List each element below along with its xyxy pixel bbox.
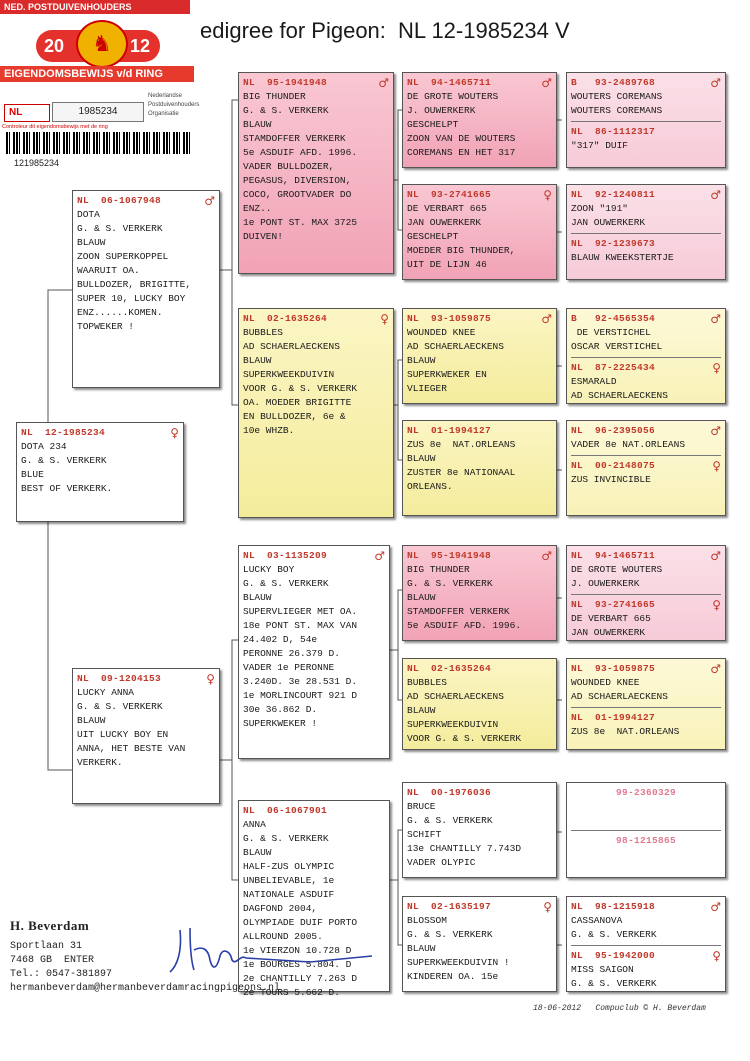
card-header <box>571 899 721 914</box>
pedigree-card-ff[interactable] <box>238 72 394 274</box>
card-line: BLAUW KWEEKSTERTJE <box>571 252 674 263</box>
pedigree-card-father[interactable] <box>72 190 220 388</box>
pedigree-card-fff[interactable] <box>402 72 557 168</box>
card-subsection <box>571 455 721 487</box>
card-header <box>571 833 721 848</box>
barcode-number: 121985234 <box>14 158 60 168</box>
stamp-year-right: 12 <box>129 36 150 56</box>
stamp-side-line: Postduivenhouders <box>148 102 200 108</box>
card-line: DE GROTE WOUTERS <box>571 564 663 575</box>
card-header <box>571 75 721 90</box>
card-line: LUCKY ANNA <box>77 687 135 698</box>
sex-symbol-icon: ♀ <box>712 360 721 375</box>
card-header <box>571 597 721 612</box>
owner-email[interactable]: hermanbeverdam@hermanbeverdamracingpigeons.nl <box>10 983 281 994</box>
owner-line: Sportlaan 31 <box>10 941 83 952</box>
card-line: ORLEANS. <box>407 481 453 492</box>
card-line: UIT DE LIJN 46 <box>407 259 487 270</box>
card-line: COREMANS EN HET 317 <box>407 147 516 158</box>
pedigree-card-mmm[interactable] <box>402 896 557 992</box>
card-line: GESCHELPT <box>407 119 459 130</box>
pedigree-card-g7[interactable] <box>566 782 726 878</box>
sex-symbol-icon: ♂ <box>710 548 721 563</box>
card-line: 2e CHANTILLY 7.263 D <box>243 973 358 984</box>
card-line: VERKERK. <box>77 757 123 768</box>
card-line: 1e MORLINCOURT 921 D <box>243 690 358 701</box>
card-line: MISS SAIGON <box>571 964 634 975</box>
card-line: 1e PONT ST. MAX 3725 <box>243 217 358 228</box>
card-line: NATIONALE ASDUIF <box>243 889 335 900</box>
card-line: 18e PONT ST. MAX VAN <box>243 620 358 631</box>
card-header <box>571 360 721 375</box>
card-line: DE VERSTICHEL <box>571 327 651 338</box>
pedigree-card-g6[interactable] <box>566 658 726 750</box>
card-header <box>407 311 552 326</box>
card-line: VLIEGER <box>407 383 447 394</box>
pedigree-card-mff[interactable] <box>402 545 557 641</box>
card-line: HALF-ZUS OLYMPIC <box>243 861 335 872</box>
card-line: UIT LUCKY BOY EN <box>77 729 169 740</box>
card-header <box>571 785 721 800</box>
card-line: BLAUW <box>243 592 272 603</box>
card-line: BLAUW <box>407 453 436 464</box>
sex-symbol-icon: ♂ <box>204 193 215 208</box>
sex-symbol-icon: ♂ <box>710 187 721 202</box>
sex-symbol-icon: ♂ <box>710 899 721 914</box>
card-header <box>407 423 552 438</box>
pedigree-card-g5[interactable] <box>566 545 726 641</box>
card-line: BRUCE <box>407 801 436 812</box>
card-line: WOUTERS COREMANS <box>571 105 663 116</box>
ring-number: NL 06-1067901 <box>243 804 328 816</box>
card-line: ENZ......KOMEN. <box>77 307 163 318</box>
card-line: BLAUW <box>77 715 106 726</box>
sex-symbol-icon: ♂ <box>541 548 552 563</box>
page-title <box>200 18 720 44</box>
card-header <box>571 311 721 326</box>
card-line: ZUS INVINCIBLE <box>571 474 651 485</box>
stamp-side-text <box>148 92 199 119</box>
card-line: UNBELIEVABLE, 1e <box>243 875 335 886</box>
ring-number: NL 02-1635264 <box>407 662 492 674</box>
card-line: BIG THUNDER <box>407 564 470 575</box>
card-line: AD SCHAERLAECKENS <box>571 390 668 401</box>
card-line: DE VERBART 665 <box>571 613 651 624</box>
pedigree-card-g3[interactable] <box>566 308 726 404</box>
card-line: 10e WHZB. <box>243 425 295 436</box>
ring-number: NL 01-1994127 <box>407 424 492 436</box>
card-header <box>243 75 389 90</box>
card-line: KINDEREN OA. 15e <box>407 971 499 982</box>
card-line: G. & S. VERKERK <box>571 978 657 989</box>
pedigree-card-fmm[interactable] <box>402 420 557 516</box>
ring-number: NL 98-1215918 <box>571 900 656 912</box>
card-line: J. OUWERKERK <box>407 105 476 116</box>
pedigree-card-mfm[interactable] <box>402 658 557 750</box>
ring-number: NL 02-1635264 <box>243 312 328 324</box>
sex-symbol-icon: ♀ <box>712 458 721 473</box>
card-header <box>243 311 389 326</box>
pedigree-card-ffm[interactable] <box>402 184 557 280</box>
card-line: G. & S. VERKERK <box>243 105 329 116</box>
card-line: JAN OUWERKERK <box>407 217 482 228</box>
card-line: OLYMPIADE DUIF PORTO <box>243 917 358 928</box>
sex-symbol-icon: ♂ <box>710 423 721 438</box>
card-subsection <box>571 945 721 991</box>
card-header <box>243 803 385 818</box>
ring-number: NL 93-2741665 <box>407 188 492 200</box>
card-line: BLAUW <box>77 237 106 248</box>
card-line: 1e BOURGES 5.804. D <box>243 959 352 970</box>
card-header <box>77 193 215 208</box>
card-subsection <box>571 233 721 265</box>
card-line: WAARUIT OA. <box>77 265 140 276</box>
card-header <box>407 548 552 563</box>
card-line: BLAUW <box>243 355 272 366</box>
ring-number: NL 94-1465711 <box>407 76 492 88</box>
pedigree-card-mf[interactable] <box>238 545 390 759</box>
owner-line: 7468 GB ENTER <box>10 955 95 966</box>
card-line: JAN OUWERKERK <box>571 217 646 228</box>
card-line: G. & S. VERKERK <box>21 455 107 466</box>
card-line: ALLROUND 2005. <box>243 931 323 942</box>
card-subsection <box>571 707 721 739</box>
ring-number: NL 01-1994127 <box>571 711 656 723</box>
barcode <box>6 132 190 154</box>
card-line: SCHIFT <box>407 829 442 840</box>
card-line: VADER OLYPIC <box>407 857 476 868</box>
card-line: WOUTERS COREMANS <box>571 91 663 102</box>
card-line: VADER 1e PERONNE <box>243 662 335 673</box>
stamp-side-line: Organisatie <box>148 111 179 117</box>
card-line: SUPERKWEEKDUIVIN <box>407 719 499 730</box>
card-line: BLAUW <box>243 119 272 130</box>
pedigree-card-mother[interactable] <box>72 668 220 804</box>
card-line: PEGASUS, DIVERSION, <box>243 175 352 186</box>
card-subsection <box>571 121 721 153</box>
sex-symbol-icon: ♂ <box>710 311 721 326</box>
card-header <box>571 548 721 563</box>
card-line: J. OUWERKERK <box>571 578 640 589</box>
card-line: SUPERKWEEKDUIVIN <box>243 369 335 380</box>
card-line: BIG THUNDER <box>243 91 306 102</box>
card-header <box>571 124 721 139</box>
lion-emblem-icon: ♞ <box>76 20 128 68</box>
stamp-org: NED. POSTDUIVENHOUDERS ORGANISATIE <box>0 0 190 14</box>
sex-symbol-icon: ♀ <box>712 948 721 963</box>
card-line: 13e CHANTILLY 7.743D <box>407 843 522 854</box>
pedigree-card-mmf[interactable] <box>402 782 557 878</box>
card-line: SUPER 10, LUCKY BOY <box>77 293 186 304</box>
card-line: LUCKY BOY <box>243 564 295 575</box>
ring-number: NL 06-1067948 <box>77 194 162 206</box>
pedigree-card-subject[interactable] <box>16 422 184 522</box>
card-line: VOOR G. & S. VERKERK <box>243 383 358 394</box>
card-line: 1e VIERZON 10.728 D <box>243 945 352 956</box>
card-line: 5e ASDUIF AFD. 1996. <box>243 147 358 158</box>
ring-number: NL 95-1941948 <box>407 549 492 561</box>
card-line: BUBBLES <box>243 327 283 338</box>
card-line: G. & S. VERKERK <box>407 578 493 589</box>
sex-symbol-icon: ♂ <box>541 75 552 90</box>
card-line: WOUNDED KNEE <box>407 327 476 338</box>
title-ring: NL 12-1985234 V <box>398 18 570 43</box>
stamp-year-left: 20 <box>44 36 65 56</box>
ring-ownership-stamp <box>0 0 198 170</box>
card-line: BLOSSOM <box>407 915 447 926</box>
ring-number: NL 93-1059875 <box>407 312 492 324</box>
ring-number: NL 95-1941948 <box>243 76 328 88</box>
card-header <box>571 458 721 473</box>
card-line: ANNA, HET BESTE VAN <box>77 743 186 754</box>
card-line: 24.402 D, 54e <box>243 634 318 645</box>
ring-number: NL 95-1942000 <box>571 949 656 961</box>
card-line: G. & S. VERKERK <box>243 833 329 844</box>
card-line: SUPERKWEKER EN <box>407 369 487 380</box>
stamp-control-text: Controleur dit eigendomsbewijs met de ring <box>2 124 108 130</box>
card-line: OA. MOEDER BRIGITTE <box>243 397 352 408</box>
card-line: ESMARALD <box>571 376 617 387</box>
card-line: VADER BULLDOZER, <box>243 161 335 172</box>
ring-number: NL 87-2225434 <box>571 361 656 373</box>
card-line: G. & S. VERKERK <box>571 929 657 940</box>
card-header <box>243 548 385 563</box>
card-line: BULLDOZER, BRIGITTE, <box>77 279 192 290</box>
card-header <box>21 425 179 440</box>
ring-number: NL 93-2741665 <box>571 598 656 610</box>
card-subsection <box>571 357 721 403</box>
card-line: ANNA <box>243 819 266 830</box>
sex-symbol-icon: ♂ <box>378 75 389 90</box>
card-header <box>407 661 552 676</box>
card-line: BLAUW <box>407 592 436 603</box>
ring-number: NL 02-1635197 <box>407 900 492 912</box>
ring-number: NL 00-1976036 <box>407 786 492 798</box>
card-line: 2e TOURS 5.662 D. <box>243 987 340 998</box>
card-line: PERONNE 26.379 D. <box>243 648 340 659</box>
card-line: MOEDER BIG THUNDER, <box>407 245 516 256</box>
card-subsection <box>571 594 721 640</box>
card-line: G. & S. VERKERK <box>243 578 329 589</box>
card-line: WOUNDED KNEE <box>571 677 640 688</box>
card-line: SUPERVLIEGER MET OA. <box>243 606 358 617</box>
pedigree-card-g1[interactable] <box>566 72 726 168</box>
stamp-title: EIGENDOMSBEWIJS v/d RING <box>0 66 194 82</box>
card-line: AD SCHAERLAECKENS <box>407 341 504 352</box>
card-header <box>571 948 721 963</box>
card-line: 5e ASDUIF AFD. 1996. <box>407 620 522 631</box>
owner-line: Tel.: 0547-381897 <box>10 969 113 980</box>
card-line: ZOON SUPERKOPPEL <box>77 251 169 262</box>
card-header <box>407 187 552 202</box>
sex-symbol-icon: ♂ <box>710 661 721 676</box>
card-header <box>571 187 721 202</box>
card-line: DOTA 234 <box>21 441 67 452</box>
card-line: DE VERBART 665 <box>407 203 487 214</box>
sex-symbol-icon: ♂ <box>374 548 385 563</box>
ring-number: NL 09-1204153 <box>77 672 162 684</box>
card-line: STAMDOFFER VERKERK <box>243 133 346 144</box>
owner-block <box>10 918 280 996</box>
card-header <box>407 785 552 800</box>
owner-name: H. Beverdam <box>10 918 90 933</box>
ring-number: NL 92-1239673 <box>571 237 656 249</box>
card-line: BLAUW <box>407 705 436 716</box>
card-line: BEST OF VERKERK. <box>21 483 113 494</box>
sex-symbol-icon: ♀ <box>380 311 389 326</box>
card-line: VOOR G. & S. VERKERK <box>407 733 522 744</box>
pedigree-card-g4[interactable] <box>566 420 726 516</box>
ring-number: B 93-2489768 <box>571 76 656 88</box>
card-line: ZOON VAN DE WOUTERS <box>407 133 516 144</box>
card-line: AD SCHAERLAECKENS <box>571 691 668 702</box>
card-line: SUPERKWEKER ! <box>243 718 318 729</box>
card-line: ENZ.. <box>243 203 272 214</box>
card-header <box>571 661 721 676</box>
card-header <box>407 899 552 914</box>
card-subsection <box>571 830 721 848</box>
card-line: BLAUW <box>407 355 436 366</box>
card-header <box>571 423 721 438</box>
card-line: SUPERKWEEKDUIVIN ! <box>407 957 510 968</box>
card-line: CASSANOVA <box>571 915 623 926</box>
stamp-country: NL <box>4 104 50 122</box>
card-line: COCO, GROOTVADER DO <box>243 189 352 200</box>
card-line: BLAUW <box>243 847 272 858</box>
pedigree-card-g8[interactable] <box>566 896 726 992</box>
ring-number: NL 86-1112317 <box>571 125 656 137</box>
card-line: ZUSTER 8e NATIONAAL <box>407 467 516 478</box>
sex-symbol-icon: ♀ <box>170 425 179 440</box>
footer-credit: 18-06-2012 Compuclub © H. Beverdam <box>533 1004 706 1013</box>
card-line: 30e 36.862 D. <box>243 704 318 715</box>
card-line: DUIVEN! <box>243 231 283 242</box>
card-line: "317" DUIF <box>571 140 629 151</box>
stamp-side-line: Nederlandse <box>148 93 183 99</box>
card-line: OSCAR VERSTICHEL <box>571 341 663 352</box>
sex-symbol-icon: ♂ <box>541 311 552 326</box>
card-line: ZUS 8e NAT.ORLEANS <box>407 439 516 450</box>
card-line: G. & S. VERKERK <box>407 929 493 940</box>
ring-number: NL 94-1465711 <box>571 549 656 561</box>
ring-number: 98-1215865 <box>615 834 676 846</box>
card-line: G. & S. VERKERK <box>77 223 163 234</box>
card-line: ZOON "191" <box>571 203 629 214</box>
card-line: TOPWEKER ! <box>77 321 135 332</box>
card-line: AD SCHAERLAECKENS <box>407 691 504 702</box>
sex-symbol-icon: ♀ <box>712 597 721 612</box>
ring-number: NL 03-1135209 <box>243 549 328 561</box>
card-line: JAN OUWERKERK <box>571 627 646 638</box>
sex-symbol-icon: ♀ <box>543 187 552 202</box>
card-line: DE GROTE WOUTERS <box>407 91 499 102</box>
card-line: GESCHELPT <box>407 231 459 242</box>
ring-number: 99-2360329 <box>615 786 676 798</box>
ring-number: NL 93-1059875 <box>571 662 656 674</box>
card-line: 3.240D. 3e 28.531 D. <box>243 676 358 687</box>
sex-symbol-icon: ♂ <box>710 75 721 90</box>
sex-symbol-icon: ♀ <box>206 671 215 686</box>
card-line: BUBBLES <box>407 677 447 688</box>
card-line: EN BULLDOZER, 6e & <box>243 411 346 422</box>
card-line: DAGFOND 2004, <box>243 903 318 914</box>
card-header <box>407 75 552 90</box>
stamp-ring-number: 1985234 <box>52 102 144 122</box>
ring-number: NL 12-1985234 <box>21 426 106 438</box>
ring-number: NL 96-2395056 <box>571 424 656 436</box>
title-prefix: edigree for Pigeon: <box>200 18 386 43</box>
card-header <box>77 671 215 686</box>
pedigree-card-fm[interactable] <box>238 308 394 518</box>
sex-symbol-icon: ♀ <box>543 899 552 914</box>
card-line: VADER 8e NAT.ORLEANS <box>571 439 686 450</box>
ring-number: NL 92-1240811 <box>571 188 656 200</box>
pedigree-card-g2[interactable] <box>566 184 726 280</box>
ring-number: NL 00-2148075 <box>571 459 656 471</box>
card-line: AD SCHAERLAECKENS <box>243 341 340 352</box>
pedigree-card-fmf[interactable] <box>402 308 557 404</box>
card-line: BLUE <box>21 469 44 480</box>
card-line: G. & S. VERKERK <box>77 701 163 712</box>
card-line: DOTA <box>77 209 100 220</box>
card-line: BLAUW <box>407 943 436 954</box>
card-line: STAMDOFFER VERKERK <box>407 606 510 617</box>
card-header <box>571 236 721 251</box>
card-line: G. & S. VERKERK <box>407 815 493 826</box>
card-header <box>571 710 721 725</box>
ring-number: B 92-4565354 <box>571 312 656 324</box>
card-line: ZUS 8e NAT.ORLEANS <box>571 726 680 737</box>
